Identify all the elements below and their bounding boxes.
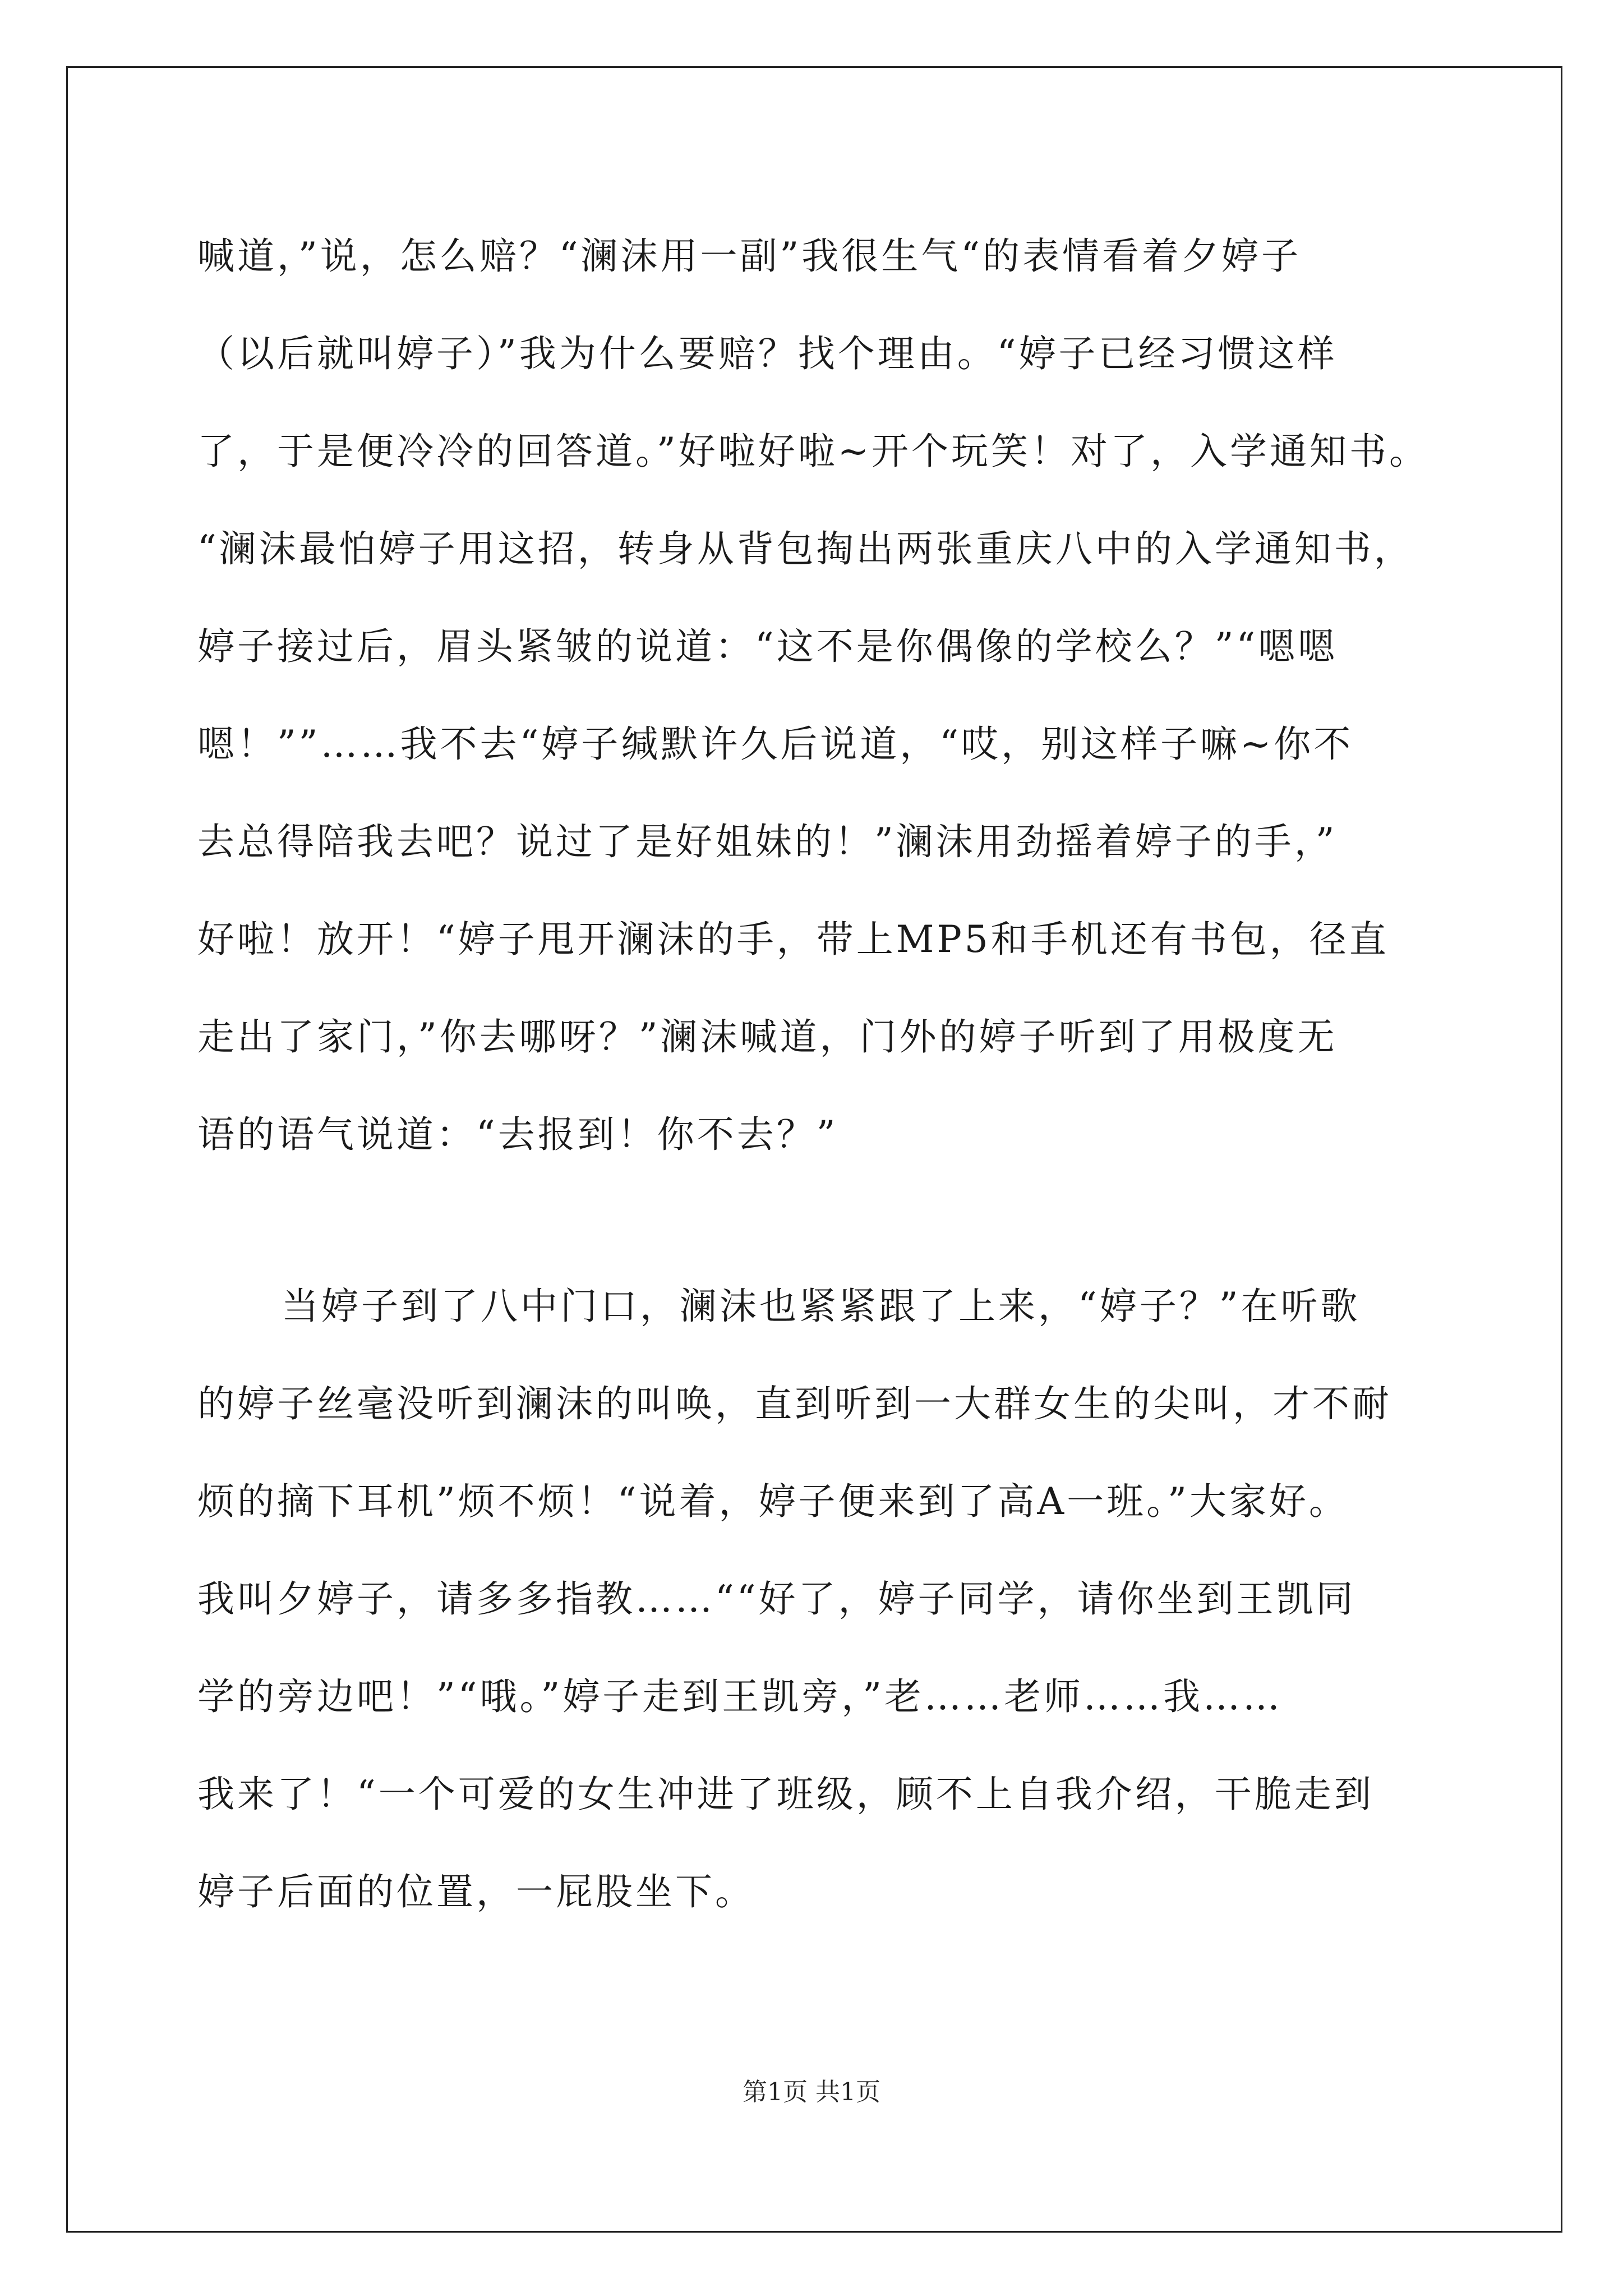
- text-line: 走出了家门，”你去哪呀？”澜沫喊道，门外的婷子听到了用极度无: [197, 1015, 1338, 1059]
- text-line: 我来了！“一个可爱的女生冲进了班级，顾不上自我介绍，干脆走到: [197, 1773, 1374, 1816]
- text-line: 当婷子到了八中门口，澜沫也紧紧跟了上来，“婷子？”在听歌: [282, 1285, 1361, 1328]
- text-line: 喊道，”说，怎么赔？“澜沫用一副”我很生气“的表情看着夕婷子: [197, 234, 1301, 278]
- text-line: 我叫夕婷子，请多多指教……““好了，婷子同学，请你坐到王凯同: [197, 1577, 1356, 1621]
- text-line: 婷子后面的位置，一屁股坐下。: [197, 1870, 755, 1913]
- text-line: 烦的摘下耳机”烦不烦！“说着，婷子便来到了高A一班。”大家好。: [197, 1480, 1349, 1523]
- paragraph-spacer: [197, 1184, 1431, 1258]
- text-line: 去总得陪我去吧？说过了是好姐妹的！”澜沫用劲摇着婷子的手，”: [197, 820, 1338, 863]
- text-line: 婷子接过后，眉头紧皱的说道：“这不是你偶像的学校么？”“嗯嗯: [197, 625, 1338, 668]
- text-line: （以后就叫婷子）”我为什么要赔？找个理由。“婷子已经习惯这样: [197, 332, 1338, 375]
- text-line: 学的旁边吧！”“哦。”婷子走到王凯旁，”老……老师……我……: [197, 1675, 1283, 1718]
- text-line: 嗯！””……我不去“婷子缄默许久后说道，“哎，别这样子嘛~你不: [197, 723, 1354, 766]
- text-line: “澜沫最怕婷子用这招，转身从背包掏出两张重庆八中的入学通知书，: [197, 527, 1414, 570]
- text-line: 的婷子丝毫没听到澜沫的叫唤，直到听到一大群女生的尖叫，才不耐: [197, 1382, 1392, 1425]
- document-body: [197, 208, 1431, 1941]
- text-line: 了，于是便冷冷的回答道。”好啦好啦~开个玩笑！对了，入学通知书。: [197, 430, 1430, 473]
- page-number-footer: 第1页 共1页: [743, 2078, 880, 2106]
- text-line: 好啦！放开！“婷子甩开澜沫的手，带上MP5和手机还有书包，径直: [197, 918, 1389, 961]
- text-line: 语的语气说道：“去报到！你不去？”: [197, 1113, 838, 1156]
